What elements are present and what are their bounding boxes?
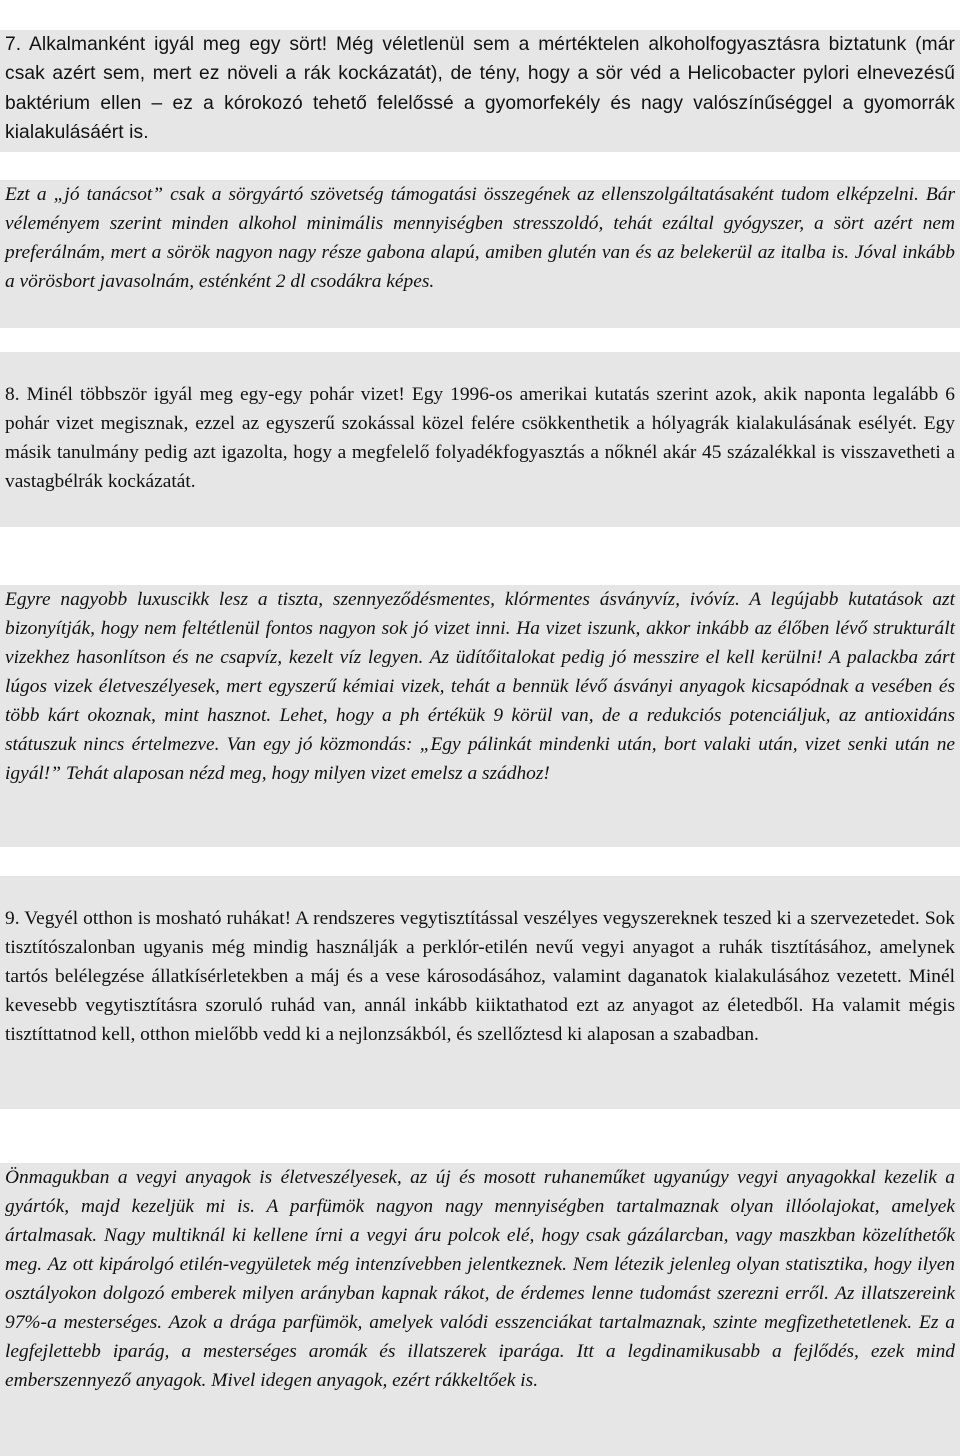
section-7-text: 7. Alkalmanként igyál meg egy sört! Még véletlenül sem a mértéktelen alkoholfogyasztásra biztatunk (már csak azért sem, mert ez növeli a rák kockázatát), de tény, hogy a sör véd a Helicobacter pylori elnevezésű baktérium ellen – ez a kórokozó tehető felelőssé a gyomorfekély és nagy valószínűséggel a gyomorrák kialakulásáért is. — [5, 34, 955, 144]
section-9-text: 9. Vegyél otthon is mosható ruhákat! A rendszeres vegytisztítással veszélyes vegyszereknek teszed ki a szervezetedet. Sok tisztítószalonban ugyanis még mindig használják a perklór-etilén nevű vegyi anyagot a ruhák tisztításához, amelynek tartós belélegzése állatkísérletekben a máj és a vese károsodásához, valamint daganatok kialakulásához vezetett. Minél kevesebb vegytisztításra szoruló ruhád van, annál inkább kiiktathatod ezt az anyagot az életedből. Ha valamit mégis tisztíttatnod kell, otthon mielőbb vedd ki a nejlonzsákból, és szellőztesd ki alaposan a szabadban. — [5, 908, 955, 1045]
section-9-block — [0, 876, 960, 1109]
section-7-block — [0, 30, 960, 152]
section-7-comment-block — [0, 180, 960, 328]
section-8-comment-text: Egyre nagyobb luxuscikk lesz a tiszta, szennyeződésmentes, klórmentes ásványvíz, ivóvíz. A legújabb kutatások azt bizonyítják, hogy nem feltétlenül fontos nagyon sok jó vizet inni. Ha vizet iszunk, akkor inkább az élőben lévő strukturált vizekhez hasonlítson és ne csapvíz, kezelt víz legyen. Az üdítőitalokat pedig jó messzire el kell kerülni! A palackba zárt lúgos vizek életveszélyesek, mert egyszerű kémiai vizek, tehát a bennük lévő ásványi anyagok kicsapódnak a vesében és több kárt okoznak, mint hasznot. Lehet, hogy a ph értékük 9 körül van, de a redukciós potenciáljuk, az antioxidáns státuszuk nincs értelmezve. Van egy jó közmondás: „Egy pálinkát mindenki után, bort valaki után, vizet senki után ne igyál!” Tehát alaposan nézd meg, hogy milyen vizet emelsz a szádhoz! — [5, 589, 955, 784]
section-8-text: 8. Minél többször igyál meg egy-egy pohár vizet! Egy 1996-os amerikai kutatás szerint azok, akik naponta legalább 6 pohár vizet megisznak, ezzel az egyszerű szokással közel felére csökkenthetik a hólyagrák kialakulásának esélyét. Egy másik tanulmány pedig azt igazolta, hogy a megfelelő folyadékfogyasztás a nőknél akár 45 százalékkal is visszavetheti a vastagbélrák kockázatát. — [5, 384, 955, 492]
section-8-block — [0, 352, 960, 527]
section-7-comment-text: Ezt a „jó tanácsot” csak a sörgyártó szövetség támogatási összegének az ellenszolgáltatásaként tudom elképzelni. Bár véleményem szerint minden alkohol minimális mennyiségben stresszoldó, tehát ezáltal gyógyszer, a sört azért nem preferálnám, mert a sörök nagyon nagy része gabona alapú, amiben glutén van és az belekerül az italba is. Jóval inkább a vörösbort javasolnám, esténként 2 dl csodákra képes. — [5, 184, 955, 292]
section-9-comment-block — [0, 1163, 960, 1456]
section-8-comment-block — [0, 585, 960, 847]
section-9-comment-text: Önmagukban a vegyi anyagok is életveszélyesek, az új és mosott ruhaneműket ugyanúgy vegyi anyagokkal kezelik a gyártók, majd kezeljük mi is. A parfümök nagyon nagy mennyiségben tartalmaznak olyan illóolajokat, amelyek ártalmasak. Nagy multiknál ki kellene írni a vegyi áru polcok elé, hogy csak gázálarcban, vagy maszkban közelíthetők meg. Az ott kipárolgó etilén-vegyületek még intenzívebben jelentkeznek. Nem létezik jelenleg olyan statisztika, hogy ilyen osztályokon dolgozó emberek milyen arányban kapnak rákot, de érdemes lenne tudomást szerezni erről. Az illatszereink 97%-a mesterséges. Azok a drága parfümök, amelyek valódi esszenciákat tartalmaznak, szinte megfizethetetlenek. Ez a legfejlettebb iparág, a mesterséges aromák és illatszerek iparága. Itt a legdinamikusabb a fejlődés, ezek mind emberszennyező anyagok. Mivel idegen anyagok, ezért rákkeltőek is. — [5, 1167, 955, 1391]
